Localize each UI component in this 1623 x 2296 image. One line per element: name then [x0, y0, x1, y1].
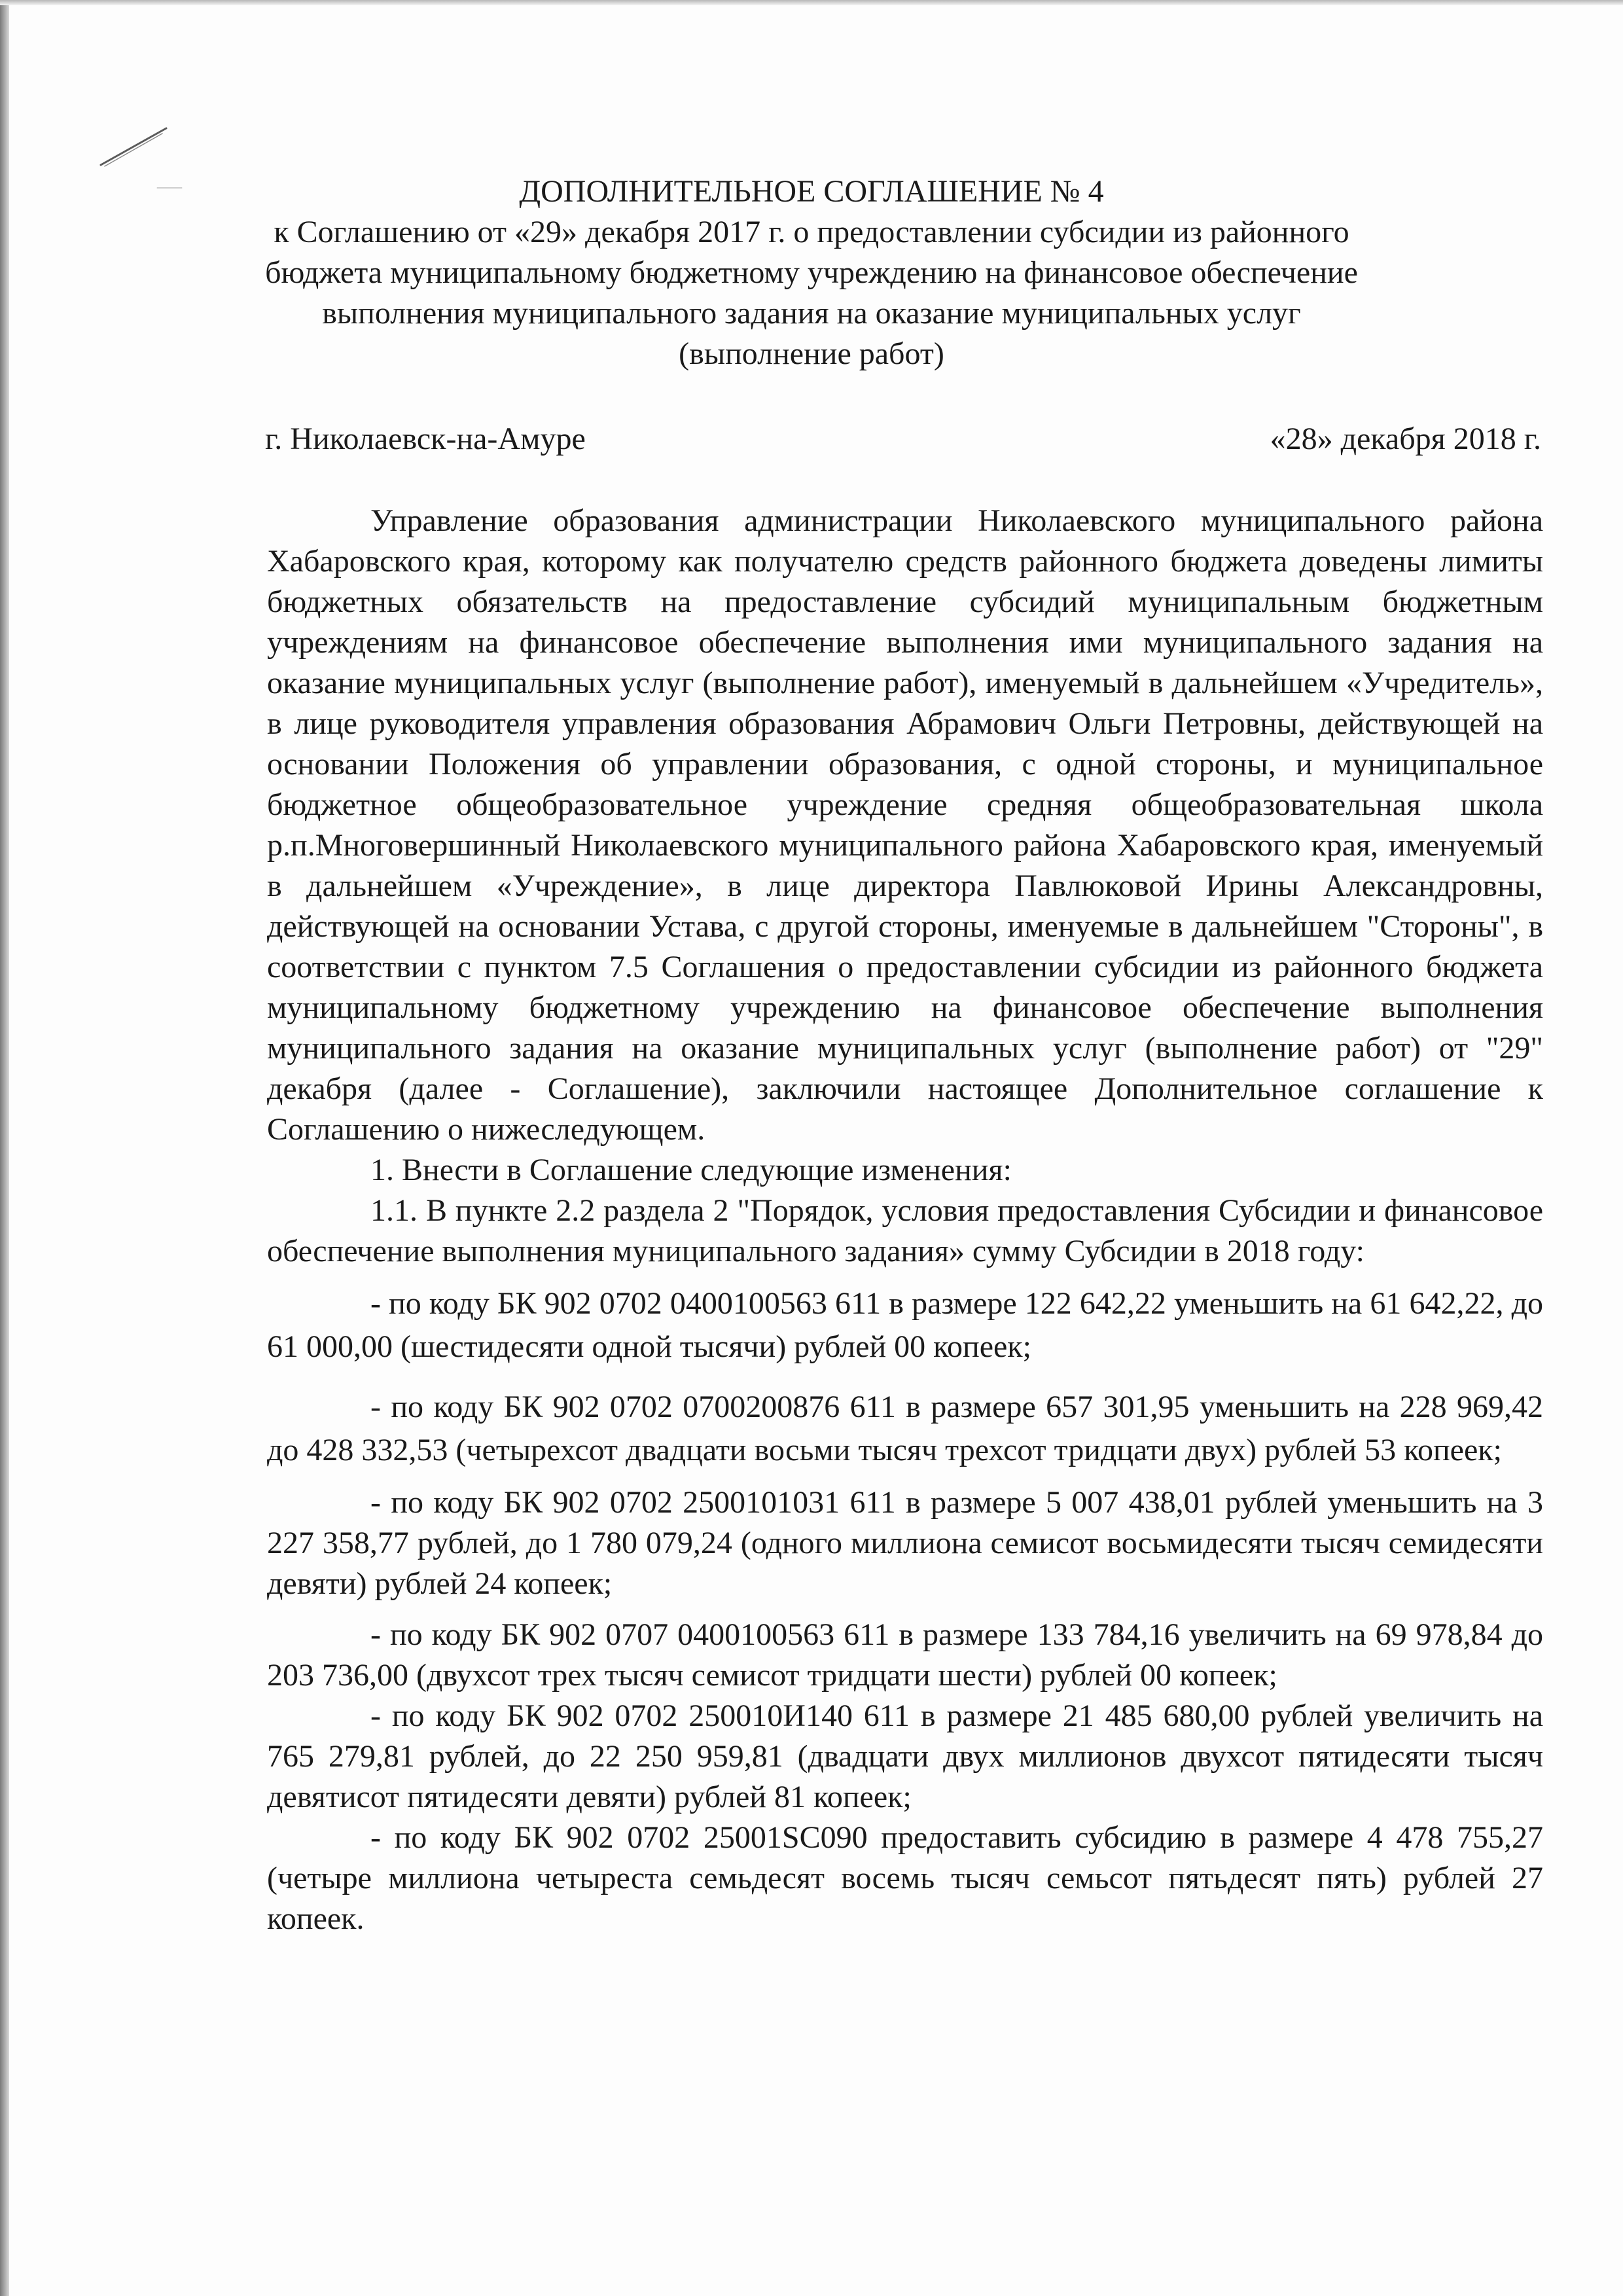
document-subtitle-line-3: выполнения муниципального задания на оказание муниципальных услуг: [322, 296, 1301, 331]
document-subtitle-line-4: (выполнение работ): [679, 336, 944, 371]
clause-1-1: 1.1. В пункте 2.2 раздела 2 "Порядок, условия предоставления Субсидии и финансовое обеспечение выполнения муниципального задания» сумму Субсидии в 2018 году:: [267, 1193, 1543, 1268]
document-body: [267, 501, 1543, 1939]
preamble-paragraph: Управление образования администрации Николаевского муниципального района Хабаровского края, которому как получателю средств районного бюджета доведены лимиты бюджетных обязательств на предоставление субсидий муниципальным бюджетным учреждениям на финансовое обеспечение выполнения ими муниципального задания на оказание муниципальных услуг (выполнение работ), именуемый в дальнейшем «Учредитель», в лице руководителя управления образования Абрамович Ольги Петровны, действующей на основании Положения об управлении образования, с одной стороны, и муниципальное бюджетное общеобразовательное учреждение средняя общеобразовательная школа р.п.Многовершинный Николаевского муниципального района Хабаровского края, именуемый в дальнейшем «Учреждение», в лице директора Павлюковой Ирины Александровны, действующей на основании Устава, с другой стороны, именуемые в дальнейшем "Стороны", в соответствии с пунктом 7.5 Соглашения о предоставлении субсидии из районного бюджета муниципальному бюджетному учреждению на финансовое обеспечение выполнения муниципального задания на оказание муниципальных услуг (выполнение работ) от "29" декабря (далее - Соглашение), заключили настоящее Дополнительное соглашение к Соглашению о нижеследующем.: [267, 503, 1543, 1147]
amendment-item-6: - по коду БК 902 0702 25001SC090 предоставить субсидию в размере 4 478 755,27 (четыре миллиона четыреста семьдесят восемь тысяч семьсот пятьдесят пять) рублей 27 копеек.: [267, 1820, 1543, 1936]
clause-1: 1. Внести в Соглашение следующие изменения:: [370, 1153, 1012, 1187]
amendment-item-4: - по коду БК 902 0707 0400100563 611 в размере 133 784,16 увеличить на 69 978,84 до 203 736,00 (двухсот трех тысяч семисот тридцати шести) рублей 00 копеек;: [267, 1617, 1543, 1693]
scan-edge-shadow-left: [0, 0, 9, 2296]
amendment-item-3: - по коду БК 902 0702 2500101031 611 в размере 5 007 438,01 рублей уменьшить на 3 227 358,77 рублей, до 1 780 079,24 (одного миллиона семисот восьмидесяти тысяч семидесяти девяти) рублей 24 копеек;: [267, 1485, 1543, 1601]
pen-stroke-mark: [98, 124, 170, 170]
scan-edge-shadow-top: [0, 0, 1623, 5]
document-subtitle-line-1: к Соглашению от «29» декабря 2017 г. о предоставлении субсидии из районного: [274, 215, 1349, 249]
document-header: [216, 171, 1407, 374]
document-city: г. Николаевск-на-Амуре: [265, 422, 586, 456]
document-subtitle-line-2: бюджета муниципальному бюджетному учреждению на финансовое обеспечение: [265, 255, 1358, 290]
amendment-item-2: - по коду БК 902 0702 0700200876 611 в размере 657 301,95 уменьшить на 228 969,42 до 428 332,53 (четырехсот двадцати восьми тысяч трехсот тридцати двух) рублей 53 копеек;: [267, 1390, 1543, 1467]
document-date: «28» декабря 2018 г.: [1270, 422, 1541, 456]
bleed-through-artifact: —: [157, 172, 182, 200]
document-title: ДОПОЛНИТЕЛЬНОЕ СОГЛАШЕНИЕ № 4: [519, 174, 1104, 209]
amendment-item-5: - по коду БК 902 0702 250010И140 611 в размере 21 485 680,00 рублей увеличить на 765 279,81 рублей, до 22 250 959,81 (двадцати двух миллионов двухсот пятидесяти тысяч девятисот пятидесяти девяти) рублей 81 копеек;: [267, 1698, 1543, 1814]
amendment-item-1: - по коду БК 902 0702 0400100563 611 в размере 122 642,22 уменьшить на 61 642,22, до 61 000,00 (шестидесяти одной тысячи) рублей 00 копеек;: [267, 1286, 1543, 1364]
